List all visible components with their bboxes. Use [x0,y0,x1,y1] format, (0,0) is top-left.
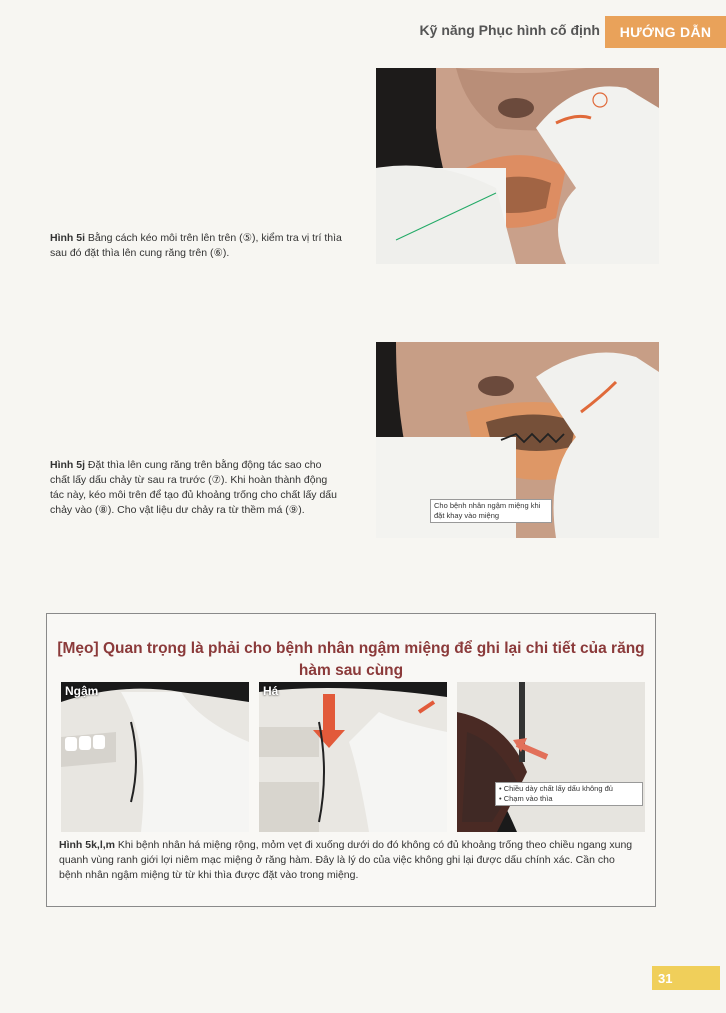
figure-5i-text: Bằng cách kéo môi trên lên trên (⑤), kiểm tra vị trí thìa sau đó đặt thìa lên cung răng trên (⑥). [50,232,342,259]
header-section-tab: HƯỚNG DẪN [605,16,726,48]
tip-note-contact: • Chạm vào thìa [499,794,553,803]
tip-panel-tray-notes [495,782,643,806]
tip-panel-tray [457,682,645,832]
tip-caption-label: Hình 5k,l,m [59,839,116,851]
tip-panel-open-label: Há [263,684,279,698]
figure-5j-note: Cho bệnh nhân ngậm miệng khi đặt khay vào miệng [430,499,552,523]
figure-5i-caption [50,231,350,261]
figure-5i-label: Hình 5i [50,232,86,244]
tip-panel-open [259,682,447,832]
tip-panel-closed [61,682,249,832]
tip-panel-closed-label: Ngậm [65,684,99,698]
figure-5j-text: Đặt thìa lên cung răng trên bằng động tác sao cho chất lấy dấu chảy từ sau ra trước (⑦). Khi hoàn thành động tác này, kéo môi trên để tạo đủ khoảng trống cho chất lấy dấu chảy vào (⑧). Cho vật liệu dư chảy ra từ thềm má (⑨). [50,459,337,516]
header-title: Kỹ năng Phục hình cố định [419,22,600,38]
page-number: 31 [652,966,720,990]
tip-note-thickness: • Chiều dày chất lấy dấu không đủ [499,784,613,793]
figure-5j-caption [50,458,340,518]
tip-box [46,613,656,907]
figure-5i-photo [376,68,659,264]
figure-5j-label: Hình 5j [50,459,86,471]
figure-5j-photo [376,342,659,538]
tip-title: [Mẹo] Quan trọng là phải cho bệnh nhân ngậm miệng để ghi lại chi tiết của răng hàm sau cùng [57,640,645,679]
tip-caption [59,838,641,883]
tip-caption-text: Khi bệnh nhân há miệng rộng, mỏm vẹt đi xuống dưới do đó không có đủ khoảng trống theo chiều ngang xung quanh vùng ranh giới lợi niêm mạc miệng ở răng hàm. Đây là lý do của việc không ghi lại được dấu chính xác. Cần cho bệnh nhân ngậm miệng từ từ khi thìa được đặt vào trong miệng. [59,839,633,881]
